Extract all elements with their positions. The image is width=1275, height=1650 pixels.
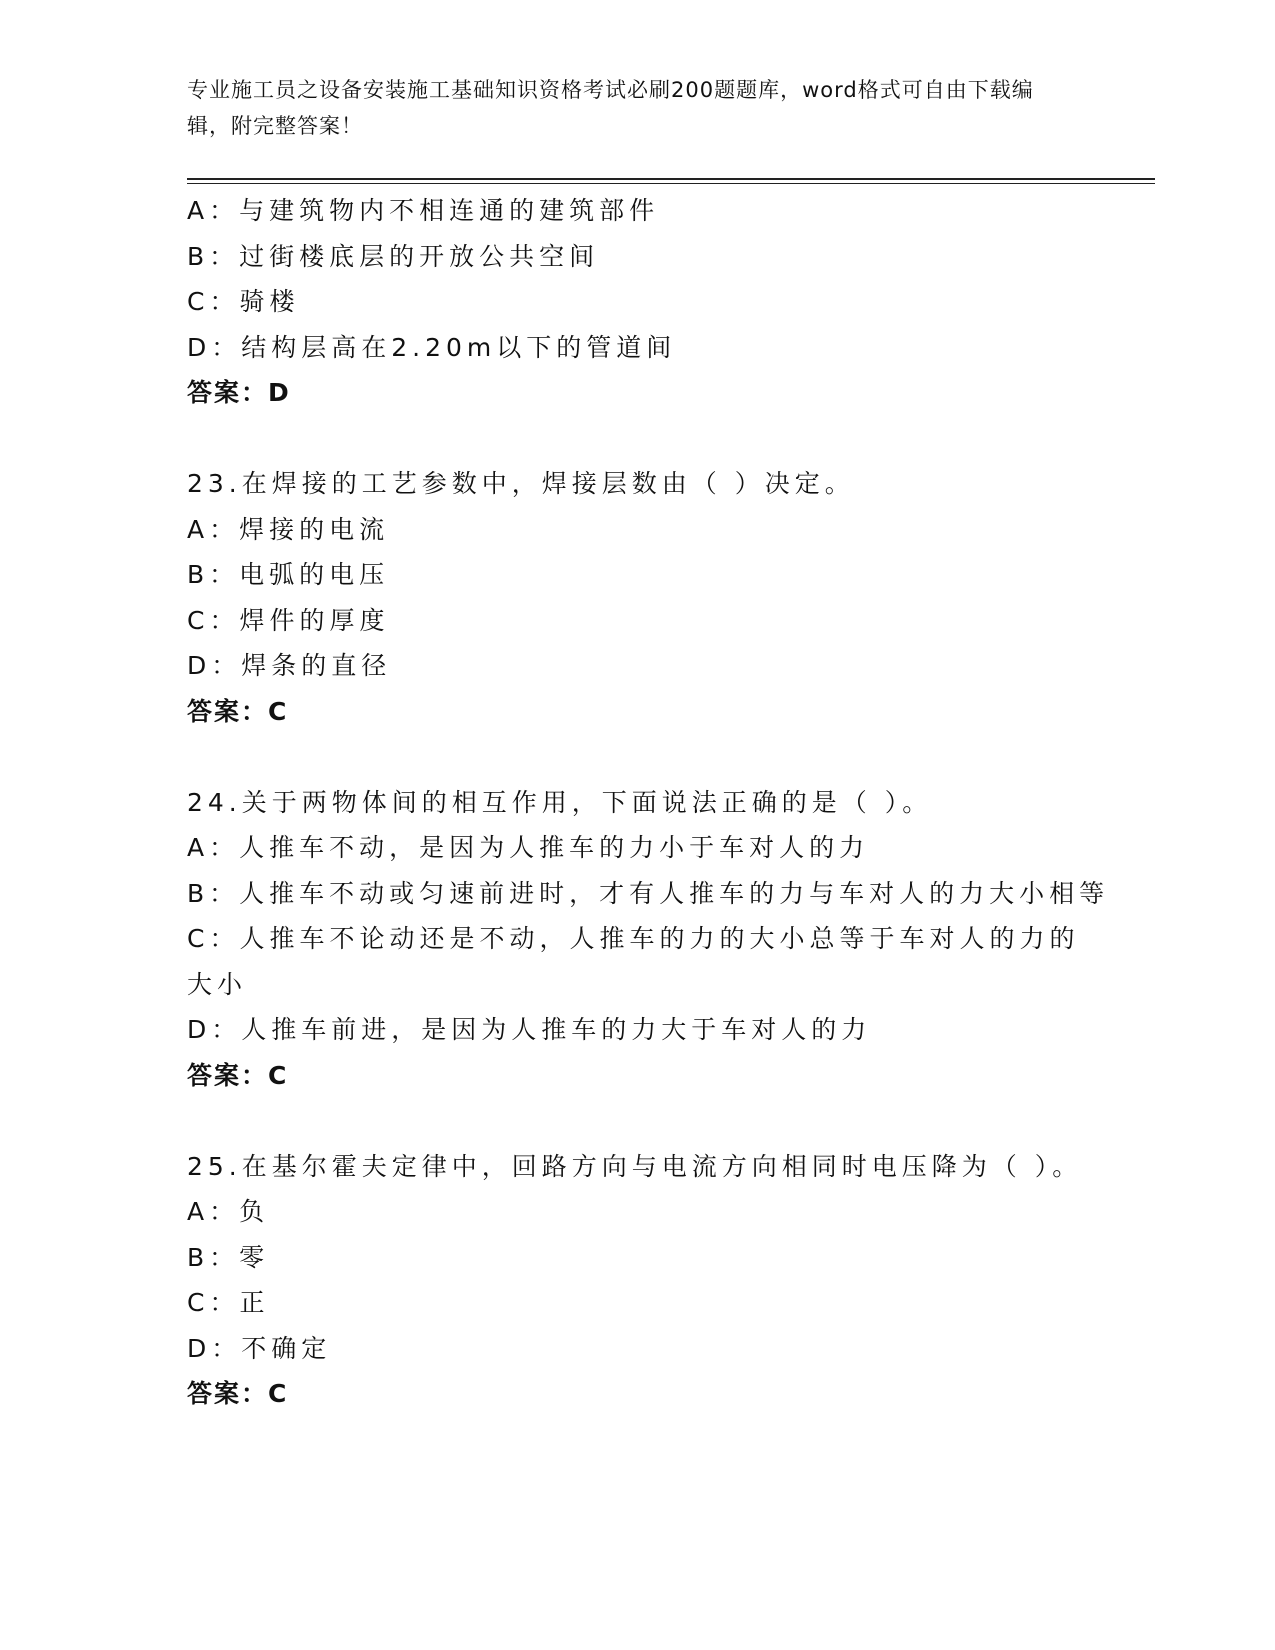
question-block-22 xyxy=(187,188,1087,416)
question-stem: 24.关于两物体间的相互作用，下面说法正确的是（ ）。 xyxy=(187,787,933,817)
option-a: A：负 xyxy=(187,1197,270,1226)
question-block-24 xyxy=(187,780,1110,1099)
spacer xyxy=(187,734,1087,780)
answer-line: 答案：C xyxy=(187,696,289,726)
option-d: D：焊条的直径 xyxy=(187,651,392,680)
question-block-25 xyxy=(187,1144,1087,1417)
answer-line: 答案：C xyxy=(187,1060,289,1090)
option-b: B：人推车不动或匀速前进时，才有人推车的力与车对人的力大小相等 xyxy=(187,878,1110,908)
option-c: C：焊件的厚度 xyxy=(187,605,390,635)
answer-line: 答案：C xyxy=(187,1379,289,1408)
option-d: D：人推车前进，是因为人推车的力大于车对人的力 xyxy=(187,1015,872,1044)
question-stem: 25.在基尔霍夫定律中，回路方向与电流方向相同时电压降为（ ）。 xyxy=(187,1151,1083,1181)
spacer xyxy=(187,1098,1087,1144)
option-b: B：零 xyxy=(187,1242,270,1272)
option-c: C：骑楼 xyxy=(187,287,300,316)
option-c: C：人推车不论动还是不动，人推车的力的大小总等于车对人的力的大小 xyxy=(187,924,1080,999)
question-stem: 23.在焊接的工艺参数中，焊接层数由（ ）决定。 xyxy=(187,469,855,498)
option-d: D：结构层高在2.20m以下的管道间 xyxy=(187,332,677,362)
header-rule-bottom xyxy=(187,183,1155,184)
option-b: B：电弧的电压 xyxy=(187,560,390,589)
option-c: C：正 xyxy=(187,1288,270,1317)
answer-line: 答案：D xyxy=(187,378,291,407)
option-a: A：焊接的电流 xyxy=(187,514,390,544)
option-d: D：不确定 xyxy=(187,1333,332,1363)
spacer xyxy=(187,416,1087,462)
option-a: A：人推车不动，是因为人推车的力小于车对人的力 xyxy=(187,833,870,862)
header-rule-top xyxy=(187,178,1155,180)
question-block-23 xyxy=(187,461,1087,734)
option-b: B：过街楼底层的开放公共空间 xyxy=(187,241,600,271)
question-list xyxy=(187,188,1110,1417)
document-header: 专业施工员之设备安装施工基础知识资格考试必刷200题题库，word格式可自由下载编辑，附完整答案！ xyxy=(187,78,1034,138)
option-a: A：与建筑物内不相连通的建筑部件 xyxy=(187,196,660,225)
